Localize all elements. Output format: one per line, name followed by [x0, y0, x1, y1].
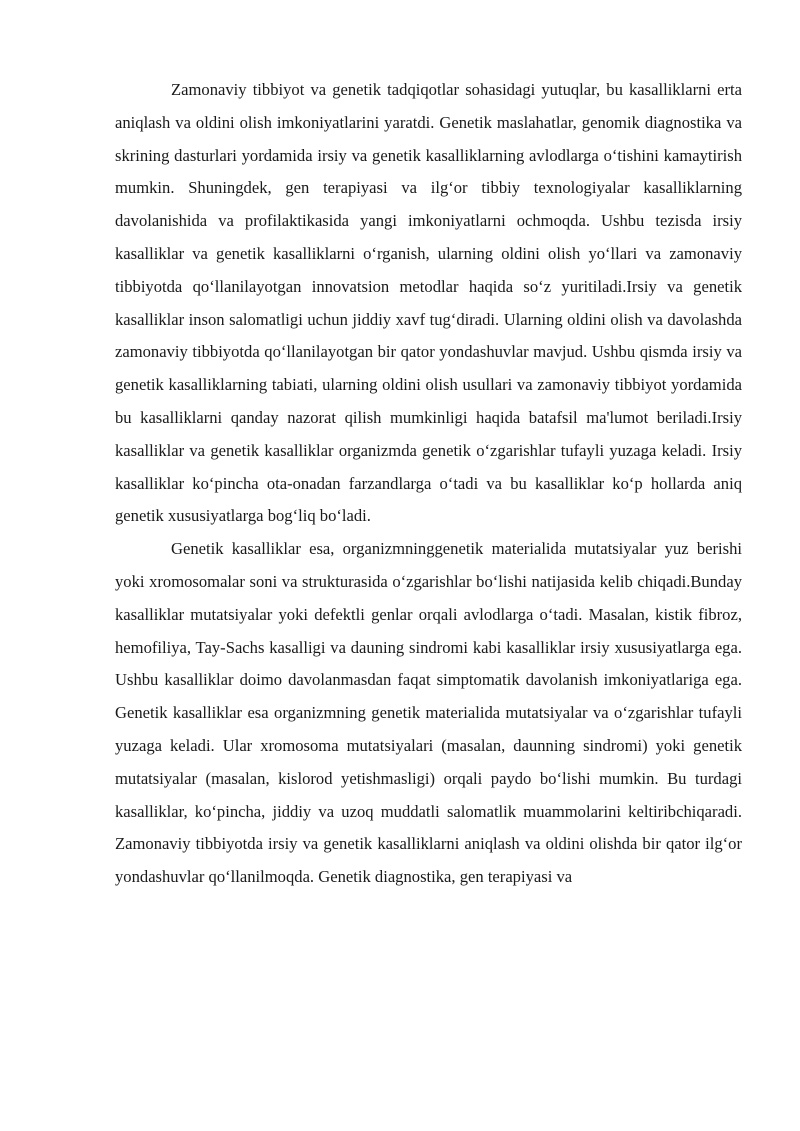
paragraph-intro: Zamonaviy tibbiyot va genetik tadqiqotlar sohasidagi yutuqlar, bu kasalliklarni erta aniqlash va oldini olish imkoniyatlarini yaratdi. Genetik maslahatlar, genomik diagnostika va skrining dasturlari yordamida irsiy va genetik kasalliklarning avlodlarga o‘tishini kamaytirish mumkin. Shuningdek, gen terapiyasi va ilg‘or tibbiy texnologiyalar kasalliklarning davolanishida va profilaktikasida yangi imkoniyatlarni ochmoqda. Ushbu tezisda irsiy kasalliklar va genetik kasalliklarni o‘rganish, ularning oldini olish yo‘llari va zamonaviy tibbiyotda qo‘llanilayotgan innovatsion metodlar haqida so‘z yuritiladi.Irsiy va genetik kasalliklar inson salomatligi uchun jiddiy xavf tug‘diradi. Ularning oldini olish va davolashda zamonaviy tibbiyotda qo‘llanilayotgan bir qator yondashuvlar mavjud. Ushbu qismda irsiy va genetik kasalliklarning tabiati, ularning oldini olish usullari va zamonaviy tibbiyot yordamida bu kasalliklarni qanday nazorat qilish mumkinligi haqida batafsil ma'lumot beriladi.Irsiy kasalliklar va genetik kasalliklar organizmda genetik o‘zgarishlar tufayli yuzaga keladi. Irsiy kasalliklar ko‘pincha ota-onadan farzandlarga o‘tadi va bu kasalliklar ko‘p hollarda aniq genetik xususiyatlarga bog‘liq bo‘ladi.	[115, 80, 742, 526]
document-page	[115, 74, 742, 894]
paragraph-genetic-diseases: Genetik kasalliklar esa, organizmninggenetik materialida mutatsiyalar yuz berishi yoki xromosomalar soni va strukturasida o‘zgarishlar bo‘lishi natijasida kelib chiqadi.Bunday kasalliklar mutatsiyalar yoki defektli genlar orqali avlodlarga o‘tadi. Masalan, kistik fibroz, hemofiliya, Tay-Sachs kasalligi va dauning sindromi kabi kasalliklar irsiy xususiyatlarga ega. Ushbu kasalliklar doimo davolanmasdan faqat simptomatik davolanish imkoniyatlariga ega. Genetik kasalliklar esa organizmning genetik materialida mutatsiyalar va o‘zgarishlar tufayli yuzaga keladi. Ular xromosoma mutatsiyalari (masalan, daunning sindromi) yoki genetik mutatsiyalar (masalan, kislorod yetishmasligi) orqali paydo bo‘lishi mumkin. Bu turdagi kasalliklar, ko‘pincha, jiddiy va uzoq muddatli salomatlik muammolarini keltiribchiqaradi. Zamonaviy tibbiyotda irsiy va genetik kasalliklarni aniqlash va oldini olishda bir qator ilg‘or yondashuvlar qo‘llanilmoqda. Genetik diagnostika, gen terapiyasi va	[115, 539, 742, 887]
